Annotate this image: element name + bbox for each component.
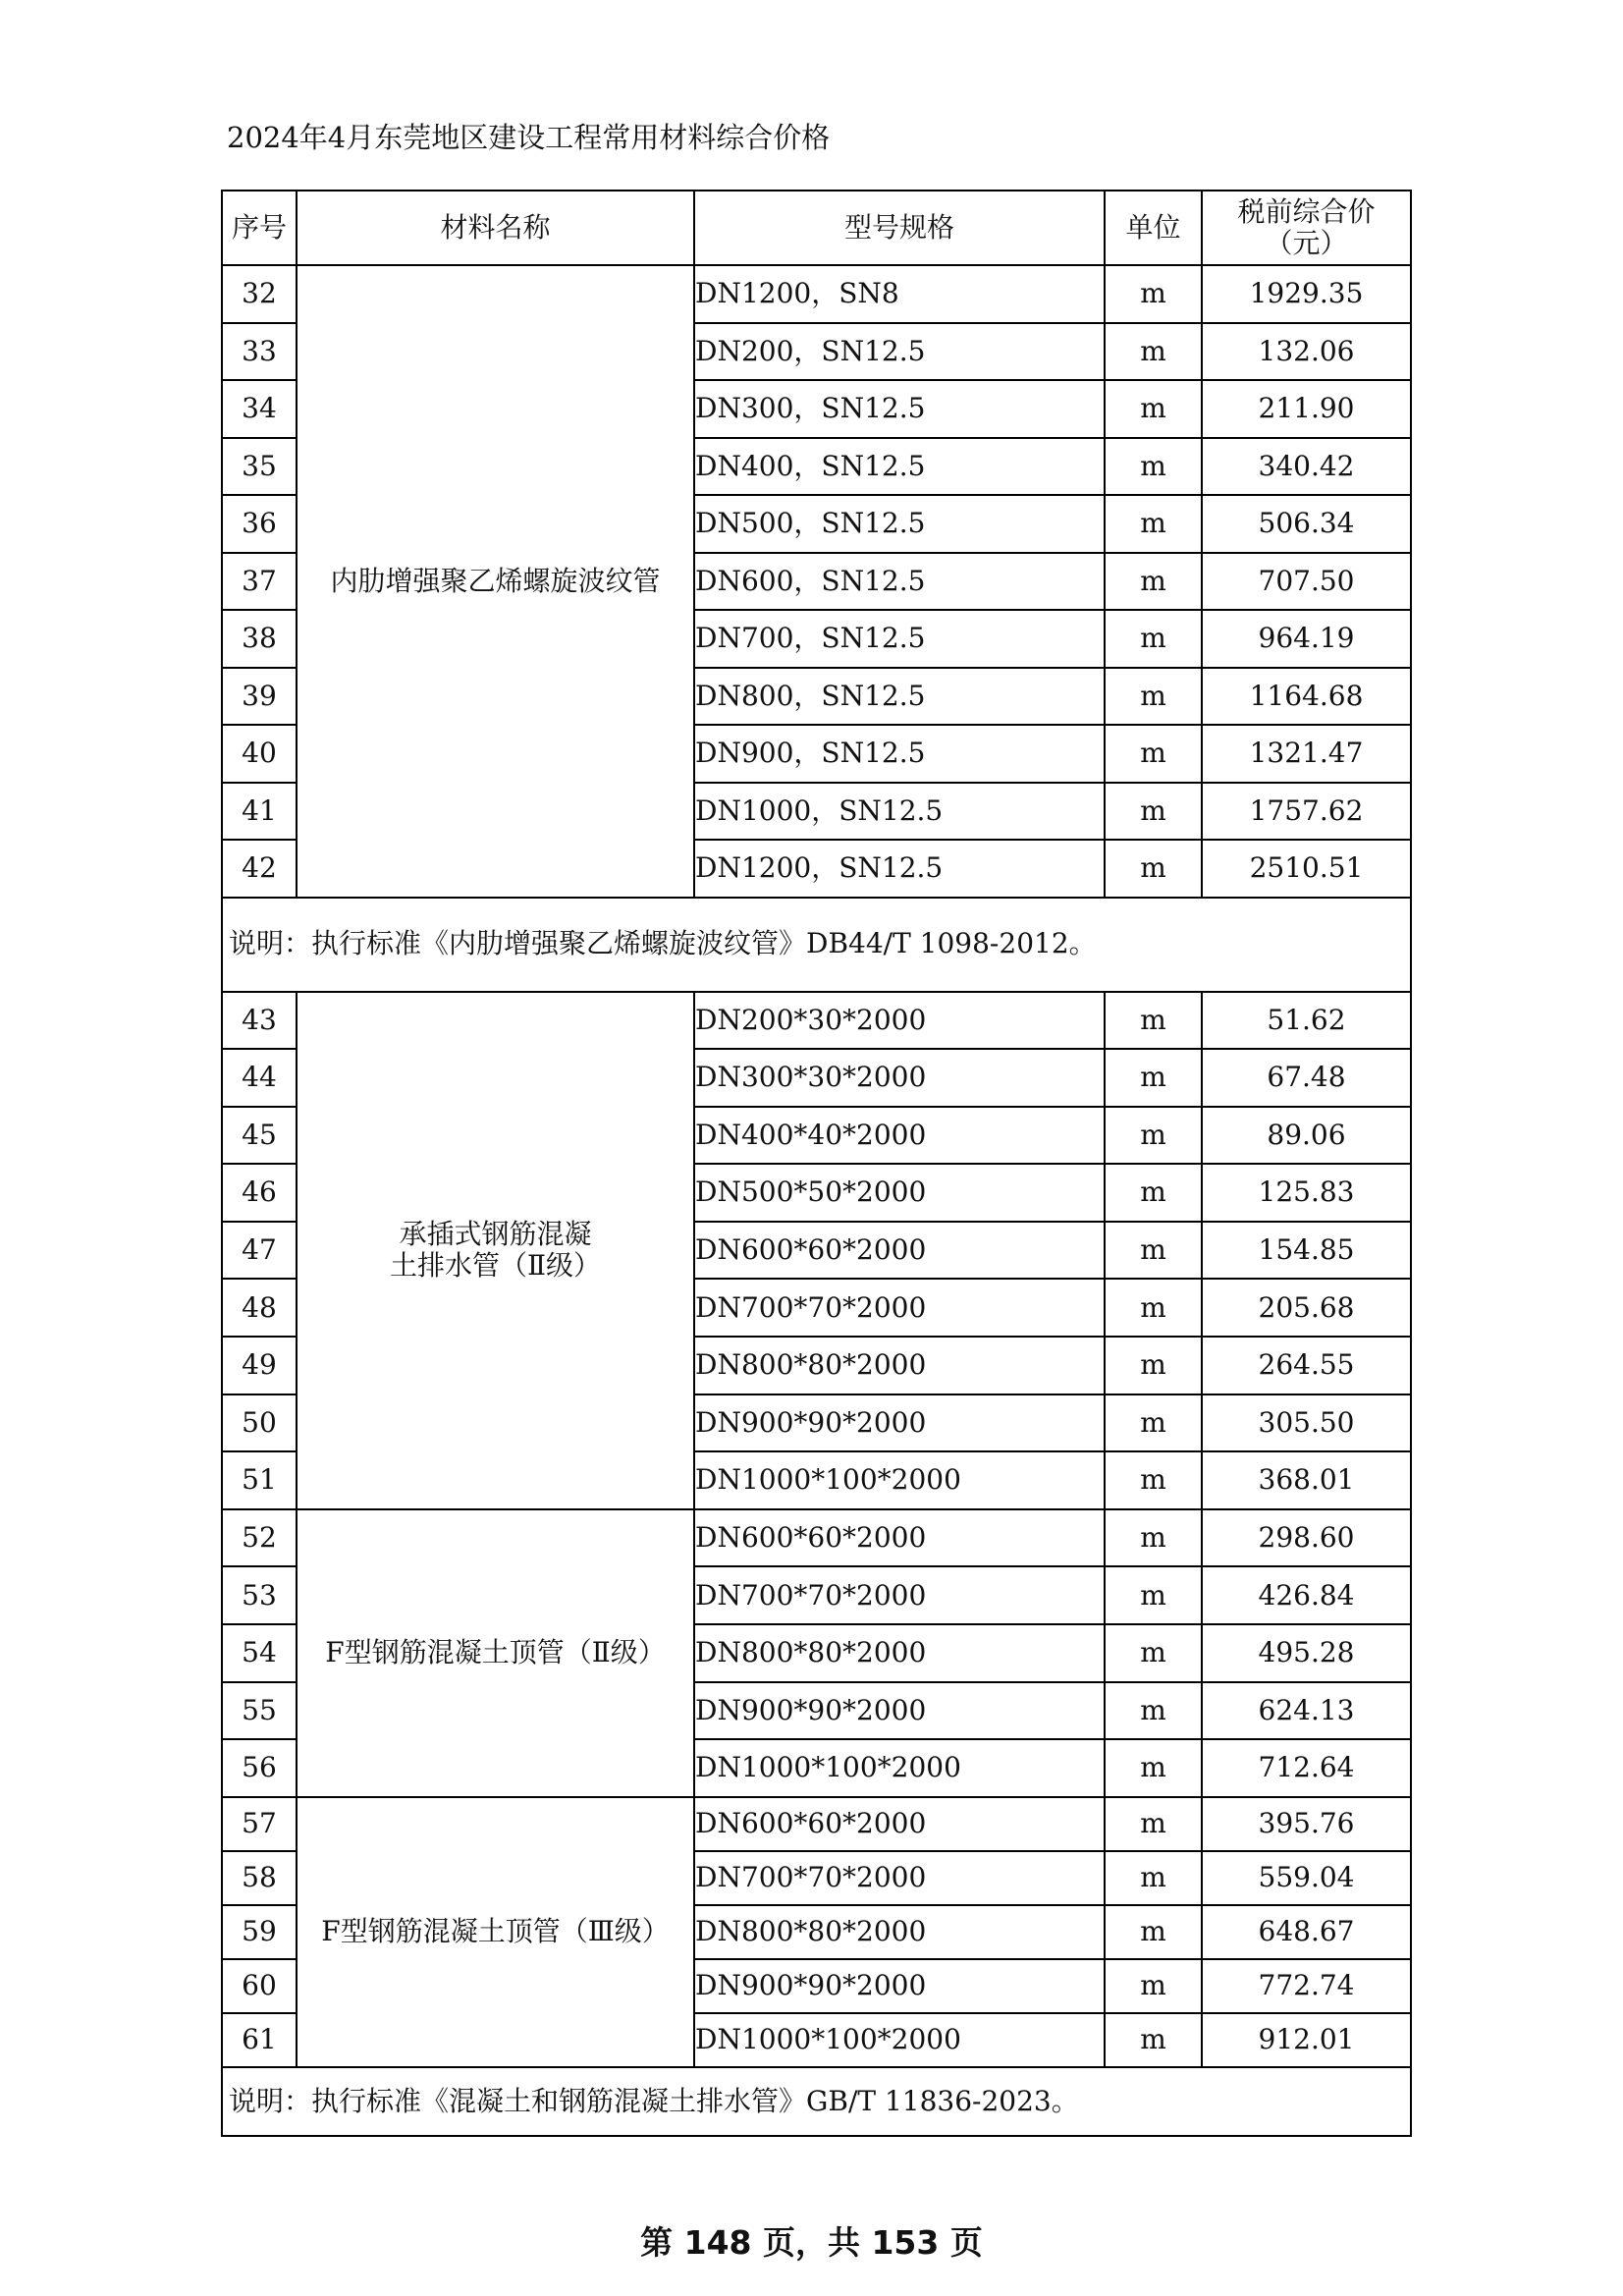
cell-spec: DN300*30*2000 <box>694 1049 1105 1107</box>
cell-price: 125.83 <box>1202 1164 1411 1222</box>
cell-material-name: F型钢筋混凝土顶管（Ⅲ级） <box>297 1797 694 2067</box>
cell-material-name: 承插式钢筋混凝土排水管（Ⅱ级） <box>297 992 694 1509</box>
cell-price: 89.06 <box>1202 1107 1411 1165</box>
cell-seq: 50 <box>222 1394 297 1452</box>
table-body <box>222 265 1411 2136</box>
cell-price: 1164.68 <box>1202 668 1411 726</box>
cell-spec: DN800，SN12.5 <box>694 668 1105 726</box>
cell-seq: 46 <box>222 1164 297 1222</box>
cell-seq: 55 <box>222 1682 297 1740</box>
cell-price: 368.01 <box>1202 1451 1411 1509</box>
table-row <box>222 1797 1411 1851</box>
cell-unit: m <box>1105 2013 1202 2067</box>
cell-price: 2510.51 <box>1202 840 1411 898</box>
cell-unit: m <box>1105 992 1202 1050</box>
cell-spec: DN700，SN12.5 <box>694 610 1105 668</box>
cell-spec: DN400*40*2000 <box>694 1107 1105 1165</box>
cell-unit: m <box>1105 840 1202 898</box>
cell-seq: 61 <box>222 2013 297 2067</box>
cell-unit: m <box>1105 668 1202 726</box>
cell-spec: DN600*60*2000 <box>694 1509 1105 1567</box>
page-number: 第 148 页，共 153 页 <box>640 2223 983 2262</box>
cell-seq: 60 <box>222 1959 297 2013</box>
cell-unit: m <box>1105 1337 1202 1394</box>
cell-spec: DN600*60*2000 <box>694 1797 1105 1851</box>
note-row <box>222 2067 1411 2136</box>
cell-unit: m <box>1105 1509 1202 1567</box>
cell-seq: 53 <box>222 1566 297 1624</box>
cell-spec: DN900*90*2000 <box>694 1959 1105 2013</box>
cell-seq: 51 <box>222 1451 297 1509</box>
cell-spec: DN200，SN12.5 <box>694 323 1105 381</box>
cell-seq: 49 <box>222 1337 297 1394</box>
header-spec: 型号规格 <box>694 191 1105 265</box>
cell-spec: DN400，SN12.5 <box>694 438 1105 496</box>
cell-unit: m <box>1105 1797 1202 1851</box>
cell-price: 772.74 <box>1202 1959 1411 2013</box>
cell-seq: 38 <box>222 610 297 668</box>
cell-price: 964.19 <box>1202 610 1411 668</box>
cell-spec: DN200*30*2000 <box>694 992 1105 1050</box>
table-row <box>222 992 1411 1050</box>
header-name: 材料名称 <box>297 191 694 265</box>
cell-price: 1757.62 <box>1202 783 1411 841</box>
cell-seq: 59 <box>222 1905 297 1959</box>
cell-price: 132.06 <box>1202 323 1411 381</box>
cell-price: 1321.47 <box>1202 725 1411 783</box>
cell-seq: 43 <box>222 992 297 1050</box>
cell-unit: m <box>1105 323 1202 381</box>
document-title: 2024年4月东莞地区建设工程常用材料综合价格 <box>227 121 831 154</box>
cell-spec: DN600*60*2000 <box>694 1222 1105 1280</box>
cell-spec: DN900*90*2000 <box>694 1394 1105 1452</box>
cell-price: 712.64 <box>1202 1739 1411 1797</box>
cell-price: 205.68 <box>1202 1279 1411 1337</box>
cell-unit: m <box>1105 610 1202 668</box>
cell-spec: DN1200，SN8 <box>694 265 1105 323</box>
cell-unit: m <box>1105 1164 1202 1222</box>
cell-seq: 52 <box>222 1509 297 1567</box>
cell-price: 340.42 <box>1202 438 1411 496</box>
cell-seq: 42 <box>222 840 297 898</box>
cell-price: 298.60 <box>1202 1509 1411 1567</box>
cell-spec: DN1000*100*2000 <box>694 2013 1105 2067</box>
cell-spec: DN800*80*2000 <box>694 1624 1105 1682</box>
cell-unit: m <box>1105 495 1202 553</box>
cell-unit: m <box>1105 1394 1202 1452</box>
cell-price: 1929.35 <box>1202 265 1411 323</box>
cell-unit: m <box>1105 1107 1202 1165</box>
cell-seq: 41 <box>222 783 297 841</box>
cell-unit: m <box>1105 783 1202 841</box>
cell-spec: DN900，SN12.5 <box>694 725 1105 783</box>
cell-spec: DN700*70*2000 <box>694 1851 1105 1905</box>
cell-unit: m <box>1105 1624 1202 1682</box>
table-header-row <box>222 191 1411 265</box>
standard-note: 说明：执行标准《混凝土和钢筋混凝土排水管》GB/T 11836-2023。 <box>222 2067 1411 2136</box>
header-price-line1: 税前综合价 <box>1237 194 1376 228</box>
cell-price: 624.13 <box>1202 1682 1411 1740</box>
cell-seq: 45 <box>222 1107 297 1165</box>
cell-unit: m <box>1105 1739 1202 1797</box>
cell-price: 707.50 <box>1202 553 1411 611</box>
cell-spec: DN700*70*2000 <box>694 1566 1105 1624</box>
cell-price: 211.90 <box>1202 380 1411 438</box>
price-table <box>221 190 1412 2137</box>
cell-unit: m <box>1105 1279 1202 1337</box>
header-price <box>1202 191 1411 265</box>
cell-material-name: 内肋增强聚乙烯螺旋波纹管 <box>297 265 694 898</box>
cell-seq: 44 <box>222 1049 297 1107</box>
cell-price: 154.85 <box>1202 1222 1411 1280</box>
header-seq: 序号 <box>222 191 297 265</box>
cell-unit: m <box>1105 1851 1202 1905</box>
cell-spec: DN700*70*2000 <box>694 1279 1105 1337</box>
cell-seq: 33 <box>222 323 297 381</box>
cell-spec: DN1000*100*2000 <box>694 1451 1105 1509</box>
cell-unit: m <box>1105 1905 1202 1959</box>
cell-unit: m <box>1105 1682 1202 1740</box>
note-row <box>222 898 1411 992</box>
cell-price: 305.50 <box>1202 1394 1411 1452</box>
cell-spec: DN800*80*2000 <box>694 1905 1105 1959</box>
cell-unit: m <box>1105 1566 1202 1624</box>
cell-material-name: F型钢筋混凝土顶管（Ⅱ级） <box>297 1509 694 1797</box>
cell-spec: DN600，SN12.5 <box>694 553 1105 611</box>
cell-seq: 57 <box>222 1797 297 1851</box>
cell-spec: DN900*90*2000 <box>694 1682 1105 1740</box>
cell-seq: 54 <box>222 1624 297 1682</box>
cell-seq: 48 <box>222 1279 297 1337</box>
cell-seq: 34 <box>222 380 297 438</box>
cell-unit: m <box>1105 725 1202 783</box>
cell-unit: m <box>1105 553 1202 611</box>
cell-price: 912.01 <box>1202 2013 1411 2067</box>
cell-seq: 39 <box>222 668 297 726</box>
cell-seq: 40 <box>222 725 297 783</box>
cell-unit: m <box>1105 1451 1202 1509</box>
cell-seq: 36 <box>222 495 297 553</box>
cell-price: 51.62 <box>1202 992 1411 1050</box>
cell-spec: DN800*80*2000 <box>694 1337 1105 1394</box>
cell-unit: m <box>1105 438 1202 496</box>
cell-unit: m <box>1105 380 1202 438</box>
cell-seq: 47 <box>222 1222 297 1280</box>
table-row <box>222 265 1411 323</box>
cell-price: 426.84 <box>1202 1566 1411 1624</box>
table-row <box>222 1509 1411 1567</box>
cell-spec: DN1200，SN12.5 <box>694 840 1105 898</box>
cell-unit: m <box>1105 1222 1202 1280</box>
cell-seq: 56 <box>222 1739 297 1797</box>
cell-unit: m <box>1105 1049 1202 1107</box>
cell-price: 67.48 <box>1202 1049 1411 1107</box>
cell-price: 559.04 <box>1202 1851 1411 1905</box>
cell-spec: DN300，SN12.5 <box>694 380 1105 438</box>
header-unit: 单位 <box>1105 191 1202 265</box>
cell-seq: 58 <box>222 1851 297 1905</box>
cell-seq: 35 <box>222 438 297 496</box>
cell-price: 264.55 <box>1202 1337 1411 1394</box>
cell-spec: DN500*50*2000 <box>694 1164 1105 1222</box>
cell-price: 395.76 <box>1202 1797 1411 1851</box>
cell-spec: DN1000，SN12.5 <box>694 783 1105 841</box>
standard-note: 说明：执行标准《内肋增强聚乙烯螺旋波纹管》DB44/T 1098-2012。 <box>222 898 1411 992</box>
header-price-line2: （元） <box>1265 227 1348 259</box>
cell-price: 506.34 <box>1202 495 1411 553</box>
cell-price: 495.28 <box>1202 1624 1411 1682</box>
cell-unit: m <box>1105 265 1202 323</box>
cell-unit: m <box>1105 1959 1202 2013</box>
cell-price: 648.67 <box>1202 1905 1411 1959</box>
cell-spec: DN1000*100*2000 <box>694 1739 1105 1797</box>
cell-seq: 37 <box>222 553 297 611</box>
cell-seq: 32 <box>222 265 297 323</box>
cell-spec: DN500，SN12.5 <box>694 495 1105 553</box>
